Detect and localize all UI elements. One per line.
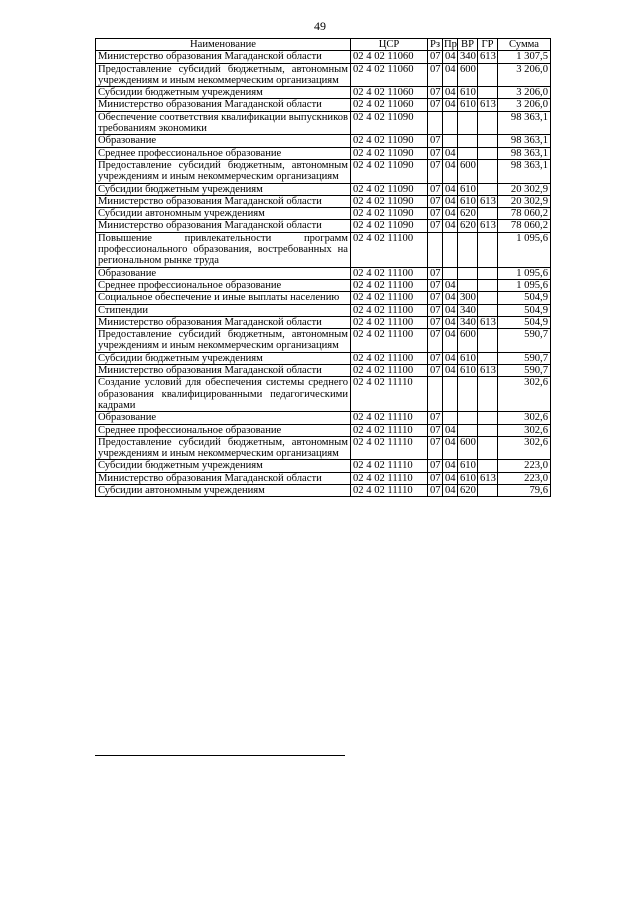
cell-vr: 620 <box>458 484 478 496</box>
cell-sum: 590,7 <box>498 329 551 353</box>
cell-sum: 98 363,1 <box>498 135 551 147</box>
cell-name: Обеспечение соответствия квалификации выпускников требованиям экономики <box>96 111 351 135</box>
header-name: Наименование <box>96 39 351 51</box>
cell-rz: 07 <box>428 292 443 304</box>
cell-gr <box>478 279 498 291</box>
cell-sum: 504,9 <box>498 316 551 328</box>
table-row <box>96 460 551 472</box>
cell-vr <box>458 147 478 159</box>
cell-vr: 600 <box>458 63 478 87</box>
cell-gr <box>478 304 498 316</box>
cell-pr: 04 <box>443 460 458 472</box>
table-row <box>96 87 551 99</box>
cell-csr: 02 4 02 11100 <box>351 329 428 353</box>
cell-vr: 620 <box>458 220 478 232</box>
cell-rz: 07 <box>428 484 443 496</box>
cell-name: Образование <box>96 267 351 279</box>
cell-name: Социальное обеспечение и иные выплаты населению <box>96 292 351 304</box>
cell-rz: 07 <box>428 87 443 99</box>
cell-pr: 04 <box>443 424 458 436</box>
cell-name: Министерство образования Магаданской области <box>96 99 351 111</box>
table-row <box>96 412 551 424</box>
table-row <box>96 63 551 87</box>
cell-sum: 302,6 <box>498 412 551 424</box>
cell-sum: 504,9 <box>498 292 551 304</box>
cell-csr: 02 4 02 11090 <box>351 147 428 159</box>
cell-rz: 07 <box>428 279 443 291</box>
cell-sum: 223,0 <box>498 460 551 472</box>
cell-vr: 620 <box>458 208 478 220</box>
table-row <box>96 147 551 159</box>
cell-vr: 600 <box>458 436 478 460</box>
cell-vr <box>458 135 478 147</box>
table-row <box>96 292 551 304</box>
table-row <box>96 99 551 111</box>
cell-pr: 04 <box>443 329 458 353</box>
cell-pr: 04 <box>443 352 458 364</box>
cell-csr: 02 4 02 11110 <box>351 412 428 424</box>
cell-rz: 07 <box>428 135 443 147</box>
budget-table <box>95 38 551 497</box>
cell-rz: 07 <box>428 99 443 111</box>
cell-csr: 02 4 02 11060 <box>351 63 428 87</box>
cell-name: Субсидии автономным учреждениям <box>96 484 351 496</box>
table-row <box>96 472 551 484</box>
cell-sum: 98 363,1 <box>498 147 551 159</box>
table-row <box>96 195 551 207</box>
cell-pr <box>443 377 458 412</box>
cell-sum: 78 060,2 <box>498 208 551 220</box>
cell-rz: 07 <box>428 304 443 316</box>
cell-rz: 07 <box>428 208 443 220</box>
table-row <box>96 135 551 147</box>
header-sum: Сумма <box>498 39 551 51</box>
table-row <box>96 232 551 267</box>
cell-name: Предоставление субсидий бюджетным, автономным учреждениям и иным некоммерческим организациям <box>96 436 351 460</box>
cell-rz <box>428 111 443 135</box>
cell-csr: 02 4 02 11110 <box>351 377 428 412</box>
header-vr: ВР <box>458 39 478 51</box>
table-row <box>96 208 551 220</box>
table-row <box>96 51 551 63</box>
cell-name: Министерство образования Магаданской области <box>96 195 351 207</box>
cell-name: Образование <box>96 412 351 424</box>
cell-sum: 302,6 <box>498 424 551 436</box>
cell-rz: 07 <box>428 316 443 328</box>
cell-pr: 04 <box>443 195 458 207</box>
cell-sum: 590,7 <box>498 365 551 377</box>
cell-name: Образование <box>96 135 351 147</box>
cell-gr <box>478 292 498 304</box>
table-row <box>96 267 551 279</box>
table-row <box>96 279 551 291</box>
cell-csr: 02 4 02 11100 <box>351 232 428 267</box>
cell-vr: 610 <box>458 460 478 472</box>
table-row <box>96 484 551 496</box>
cell-vr: 600 <box>458 329 478 353</box>
cell-gr <box>478 329 498 353</box>
cell-rz <box>428 232 443 267</box>
cell-pr <box>443 232 458 267</box>
cell-pr: 04 <box>443 51 458 63</box>
cell-gr <box>478 436 498 460</box>
cell-rz: 07 <box>428 460 443 472</box>
cell-vr: 340 <box>458 304 478 316</box>
cell-gr <box>478 111 498 135</box>
cell-pr: 04 <box>443 99 458 111</box>
cell-gr <box>478 460 498 472</box>
cell-name: Среднее профессиональное образование <box>96 279 351 291</box>
cell-name: Предоставление субсидий бюджетным, автономным учреждениям и иным некоммерческим организациям <box>96 63 351 87</box>
cell-name: Субсидии бюджетным учреждениям <box>96 87 351 99</box>
cell-pr: 04 <box>443 304 458 316</box>
cell-gr <box>478 424 498 436</box>
cell-gr <box>478 232 498 267</box>
cell-rz: 07 <box>428 220 443 232</box>
cell-sum: 223,0 <box>498 472 551 484</box>
cell-csr: 02 4 02 11090 <box>351 195 428 207</box>
cell-vr: 610 <box>458 183 478 195</box>
cell-rz: 07 <box>428 51 443 63</box>
cell-csr: 02 4 02 11100 <box>351 365 428 377</box>
cell-vr: 340 <box>458 51 478 63</box>
cell-vr <box>458 279 478 291</box>
cell-rz: 07 <box>428 63 443 87</box>
table-row <box>96 316 551 328</box>
cell-pr: 04 <box>443 63 458 87</box>
cell-sum: 1 095,6 <box>498 267 551 279</box>
cell-sum: 1 095,6 <box>498 279 551 291</box>
cell-vr: 610 <box>458 87 478 99</box>
cell-name: Предоставление субсидий бюджетным, автономным учреждениям и иным некоммерческим организациям <box>96 329 351 353</box>
cell-gr <box>478 352 498 364</box>
cell-gr <box>478 183 498 195</box>
cell-gr: 613 <box>478 195 498 207</box>
header-pr: Пр <box>444 39 457 50</box>
cell-vr: 610 <box>458 352 478 364</box>
cell-csr: 02 4 02 11100 <box>351 267 428 279</box>
table-body <box>96 51 551 497</box>
cell-vr <box>458 424 478 436</box>
cell-rz: 07 <box>428 472 443 484</box>
cell-sum: 1 307,5 <box>498 51 551 63</box>
cell-pr <box>443 267 458 279</box>
cell-vr: 610 <box>458 365 478 377</box>
cell-vr <box>458 111 478 135</box>
cell-rz: 07 <box>428 267 443 279</box>
cell-pr: 04 <box>443 87 458 99</box>
cell-name: Субсидии бюджетным учреждениям <box>96 352 351 364</box>
cell-csr: 02 4 02 11090 <box>351 135 428 147</box>
cell-pr: 04 <box>443 292 458 304</box>
table-row <box>96 159 551 183</box>
table-row <box>96 304 551 316</box>
cell-gr: 613 <box>478 51 498 63</box>
cell-name: Субсидии автономным учреждениям <box>96 208 351 220</box>
cell-sum: 78 060,2 <box>498 220 551 232</box>
cell-pr: 04 <box>443 365 458 377</box>
cell-rz: 07 <box>428 424 443 436</box>
cell-sum: 302,6 <box>498 377 551 412</box>
cell-gr <box>478 147 498 159</box>
table-row <box>96 377 551 412</box>
cell-name: Создание условий для обеспечения системы среднего образования квалифицированными педагогическими кадрами <box>96 377 351 412</box>
cell-gr: 613 <box>478 99 498 111</box>
cell-csr: 02 4 02 11090 <box>351 220 428 232</box>
cell-gr <box>478 87 498 99</box>
header-csr: ЦСР <box>351 39 428 51</box>
cell-csr: 02 4 02 11060 <box>351 51 428 63</box>
cell-pr: 04 <box>443 484 458 496</box>
cell-pr: 04 <box>443 147 458 159</box>
cell-name: Стипендии <box>96 304 351 316</box>
cell-vr <box>458 267 478 279</box>
cell-gr: 613 <box>478 472 498 484</box>
cell-sum: 20 302,9 <box>498 195 551 207</box>
cell-rz: 07 <box>428 159 443 183</box>
cell-vr <box>458 232 478 267</box>
cell-name: Министерство образования Магаданской области <box>96 51 351 63</box>
cell-csr: 02 4 02 11100 <box>351 292 428 304</box>
cell-name: Субсидии бюджетным учреждениям <box>96 183 351 195</box>
cell-rz <box>428 377 443 412</box>
cell-vr: 610 <box>458 99 478 111</box>
cell-vr: 340 <box>458 316 478 328</box>
cell-csr: 02 4 02 11100 <box>351 316 428 328</box>
cell-csr: 02 4 02 11110 <box>351 424 428 436</box>
cell-gr <box>478 377 498 412</box>
cell-csr: 02 4 02 11110 <box>351 460 428 472</box>
cell-csr: 02 4 02 11110 <box>351 472 428 484</box>
cell-csr: 02 4 02 11090 <box>351 111 428 135</box>
cell-pr: 04 <box>443 472 458 484</box>
cell-sum: 302,6 <box>498 436 551 460</box>
cell-csr: 02 4 02 11100 <box>351 352 428 364</box>
cell-rz: 07 <box>428 329 443 353</box>
cell-gr <box>478 484 498 496</box>
cell-csr: 02 4 02 11090 <box>351 159 428 183</box>
cell-sum: 1 095,6 <box>498 232 551 267</box>
cell-rz: 07 <box>428 183 443 195</box>
cell-csr: 02 4 02 11100 <box>351 279 428 291</box>
table-header-row <box>96 39 551 51</box>
footnote-divider <box>95 755 345 756</box>
cell-gr: 613 <box>478 365 498 377</box>
cell-vr <box>458 412 478 424</box>
table-row <box>96 329 551 353</box>
cell-csr: 02 4 02 11110 <box>351 436 428 460</box>
cell-gr: 613 <box>478 220 498 232</box>
cell-vr <box>458 377 478 412</box>
cell-rz: 07 <box>428 195 443 207</box>
cell-csr: 02 4 02 11090 <box>351 183 428 195</box>
cell-csr: 02 4 02 11100 <box>351 304 428 316</box>
table-row <box>96 111 551 135</box>
cell-gr <box>478 267 498 279</box>
cell-name: Среднее профессиональное образование <box>96 147 351 159</box>
cell-csr: 02 4 02 11090 <box>351 208 428 220</box>
cell-pr: 04 <box>443 279 458 291</box>
cell-rz: 07 <box>428 436 443 460</box>
cell-sum: 3 206,0 <box>498 63 551 87</box>
cell-pr <box>443 412 458 424</box>
cell-sum: 98 363,1 <box>498 159 551 183</box>
cell-csr: 02 4 02 11110 <box>351 484 428 496</box>
header-gr: ГР <box>478 39 498 51</box>
cell-pr <box>443 135 458 147</box>
table-row <box>96 352 551 364</box>
header-rz: Рз <box>428 39 443 51</box>
cell-sum: 98 363,1 <box>498 111 551 135</box>
cell-gr <box>478 208 498 220</box>
cell-gr <box>478 63 498 87</box>
cell-pr: 04 <box>443 316 458 328</box>
cell-name: Министерство образования Магаданской области <box>96 472 351 484</box>
page-number: 49 <box>314 19 326 33</box>
cell-vr: 300 <box>458 292 478 304</box>
cell-gr <box>478 412 498 424</box>
cell-rz: 07 <box>428 365 443 377</box>
cell-sum: 3 206,0 <box>498 99 551 111</box>
cell-sum: 20 302,9 <box>498 183 551 195</box>
cell-gr: 613 <box>478 316 498 328</box>
cell-sum: 3 206,0 <box>498 87 551 99</box>
table-row <box>96 220 551 232</box>
cell-vr: 600 <box>458 159 478 183</box>
cell-rz: 07 <box>428 412 443 424</box>
cell-vr: 610 <box>458 472 478 484</box>
cell-gr <box>478 159 498 183</box>
cell-name: Среднее профессиональное образование <box>96 424 351 436</box>
cell-name: Министерство образования Магаданской области <box>96 316 351 328</box>
cell-name: Предоставление субсидий бюджетным, автономным учреждениям и иным некоммерческим организациям <box>96 159 351 183</box>
cell-name: Министерство образования Магаданской области <box>96 365 351 377</box>
cell-gr <box>478 135 498 147</box>
cell-sum: 590,7 <box>498 352 551 364</box>
cell-rz: 07 <box>428 147 443 159</box>
cell-pr: 04 <box>443 183 458 195</box>
table-row <box>96 424 551 436</box>
table-row <box>96 365 551 377</box>
table-row <box>96 183 551 195</box>
cell-pr: 04 <box>443 220 458 232</box>
cell-pr <box>443 111 458 135</box>
cell-sum: 79,6 <box>498 484 551 496</box>
cell-vr: 610 <box>458 195 478 207</box>
cell-csr: 02 4 02 11060 <box>351 87 428 99</box>
cell-sum: 504,9 <box>498 304 551 316</box>
table-row <box>96 436 551 460</box>
cell-pr: 04 <box>443 159 458 183</box>
cell-pr: 04 <box>443 208 458 220</box>
cell-pr: 04 <box>443 436 458 460</box>
cell-rz: 07 <box>428 352 443 364</box>
cell-name: Субсидии бюджетным учреждениям <box>96 460 351 472</box>
cell-name: Повышение привлекательности программ профессионального образования, востребованных на региональном рынке труда <box>96 232 351 267</box>
cell-name: Министерство образования Магаданской области <box>96 220 351 232</box>
cell-csr: 02 4 02 11060 <box>351 99 428 111</box>
